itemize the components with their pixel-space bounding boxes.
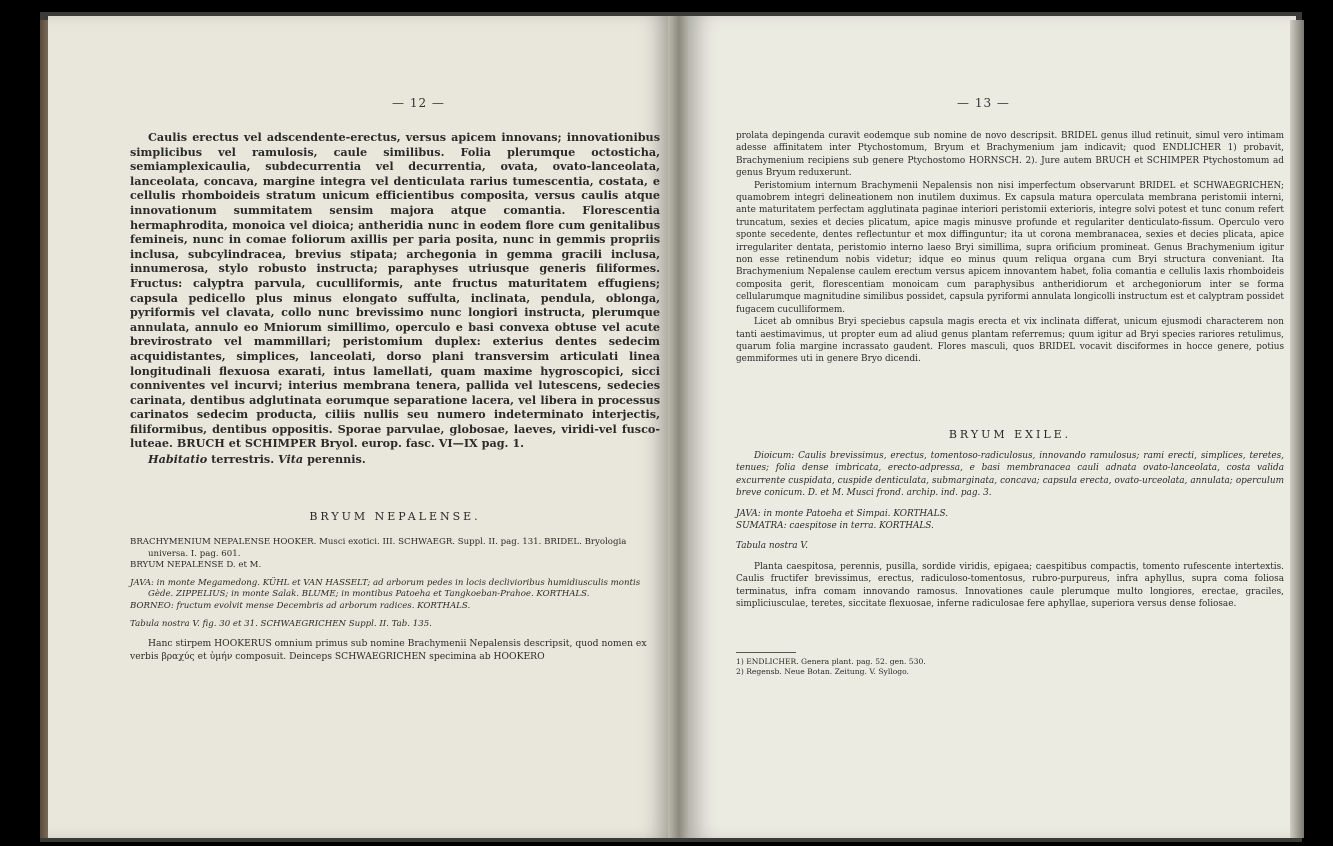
- right-paragraph-2: Peristomium internum Brachymenii Nepalensis non nisi imperfectum observarunt BRIDEL et SCHWAEGRICHEN; quamobrem integri delineationem non inutilem duximus. Ex capsula matura operculata membrana peristomii interni, ante maturitatem perfectam agglutinata paginae interiori peristomii exterioris, integre solvi potest et tunc conum refert truncatum, sexies et decies plicatum, apice magis minusve profunde et regulariter denticulato-fissum. Operculo vero sponte secedente, dentes reflectuntur et mox diffinguntur; ita ut corona membranacea, sexies et decies plicata, apice irregulariter dentata, peristomio interno laeso Bryi simillima, supra orificium promineat. Genus Brachymenium igitur non esse retinendum nobis videtur; idque eo minus quum reliqua organa cum Bryi structura conveniant. Ita Brachymenium Nepalense caulem erectum versus apicem innovantem habet, folia comantia e cellulis laxis rhomboideis composita gerit, florescentiam monoicam cum paraphysibus antheridiorum et archegoniorum inter se forma cellularumque magnitudine similibus possidet, capsula pyriformi annulata longicolli instructum est et calyptram possidet fugacem cuculliformem.: [736, 180, 1284, 315]
- plant-description: Planta caespitosa, perennis, pusilla, sordide viridis, epigaea; caespitibus compactis, tomento rufescente intertextis. Caulis fructifer brevissimus, erectus, radiculoso-tomentosus, rubro-purpureus, infra aphyllus, supra coma foliosa terminatus, infra comam innovando ramosus. Innovationes caule plerumque multo longiores, erectae, graciles, simpliciusculae, teretes, siccitate flexuosae, inferne radiculosae fere aphyllae, superiora versus dense foliosae.: [736, 561, 1284, 610]
- locality-java: JAVA: in monte Megamedong. KÜHL et VAN HASSELT; ad arborum pedes in locis declivioribus humidiusculis montis Gède. ZIPPELIUS; in monte Salak. BLUME; in montibus Patoeha et Tangkoeban-Prahoe. KORTHALS.: [130, 577, 641, 600]
- right-paragraph-3: Licet ab omnibus Bryi speciebus capsula magis erecta et vix inclinata differat, unicum ejusmodi characterem non tanti aestimavimus, ut propter eum ad aliud genus plantam referremus; quum igitur ad Bryi species rariores retulimus, quarum folia margine incrassato gaudent. Flores masculi, quos BRIDEL vocavit disciformes in hocce genere, potius gemmiformes uti in genere Bryo dicendi.: [736, 317, 1284, 365]
- habitatio-text: terrestris.: [211, 452, 275, 467]
- genus-description: Caulis erectus vel adscendente-erectus, versus apicem innovans; innovationibus simplicibus vel ramulosis, caule similibus. Folia plerumque octosticha, semiamplexicaulia, subdecurrentia vel decurrentia, ovata, ovato-lanceolata, lanceolata, concava, margine integra vel denticulata rarius tumescentia, costata, e cellulis rhomboideis stratum unicum efficientibus composita, versus caulis atque innovationum summitatem sensim majora atque comantia. Florescentia hermaphrodita, monoica vel dioica; antheridia nunc in eodem flore cum genitalibus femineis, nunc in comae foliorum axillis per paria posita, nunc in gemmis propriis inclusa, subcylindracea, brevius stipata; archegonia in gemma gracili inclusa, innumerosa, stylo robusto instructa; paraphyses utriusque generis filiformes. Fructus: calyptra parvula, cuculliformis, ante fructus maturitatem effugiens; capsula pedicello plus minus elongato suffulta, inclinata, pendula, oblonga, pyriformis vel clavata, collo nunc brevissimo nunc longiori instructa, plerumque annulata, annulo eo Mniorum simillimo, operculo e basi convexa obtuse vel acute brevirostrato vel mammillari; peristomium duplex: exterius dentes sedecim acquidistantes, simplices, lanceolati, dorso plani transversim articulati linea longitudinali flexuosa exarati, intus lamellati, quam maxime hygroscopici, sicci conniventes vel incurvi; interius membrana tenera, pallida vel lutescens, sedecies carinata, dentibus adglutinata eorumque separatione lacera, vel libera in processus carinatos sedecim producta, ciliis nullis seu numero indeterminato interjectis, filiformibus, dentibus oppositis. Sporae parvulae, globosae, laeves, viridi-vel fusco-luteae. BRUCH et SCHIMPER Bryol. europ. fasc. VI—IX pag. 1.: [130, 130, 660, 451]
- locality-sumatra: SUMATRA: caespitose in terra. KORTHALS.: [736, 521, 934, 532]
- synonym-brachymenium: BRACHYMENIUM NEPALENSE HOOKER. Musci exotici. III. SCHWAEGR. Suppl. II. pag. 131. BRIDEL. Bryologia universa. I. pag. 601.: [130, 537, 627, 559]
- habitat-line: [148, 452, 660, 467]
- heading-bryum-nepalense: BRYUM NEPALENSE.: [309, 510, 481, 523]
- locality-java-right: JAVA: in monte Patoeha et Simpai. KORTHALS.: [736, 508, 949, 519]
- species-diagnosis: Dioicum: Caulis brevissimus, erectus, tomentoso-radiculosus, innovando ramulosus; rami erecti, simplices, teretes, tenues; folia dense imbricata, erecto-adpressa, e basi membranacea cauli adnata ovato-lanceolata, costa valida excurrente cuspidata, cuspide denticulata, submarginata, concava; capsula erecta, ovato-urceolata, annulata; operculum breve conicum. D. et M. Musci frond. archip. ind. pag. 3.: [736, 451, 1284, 499]
- right-text-block: [736, 130, 1284, 366]
- left-synonyms: [130, 537, 660, 663]
- heading-bryum-exile: BRYUM EXILE.: [948, 428, 1072, 441]
- right-species-block: [736, 450, 1284, 610]
- habitatio-label: Habitatio: [148, 452, 208, 467]
- closing-paragraph: Hanc stirpem HOOKERUS omnium primus sub nomine Brachymenii Nepalensis descripsit, quod nomen ex verbis βραχύς et ὑμήν composuit. Deinceps SCHWAEGRICHEN specimina ab HOOKERO: [130, 638, 647, 662]
- footnote-2: 2) Regensb. Neue Botan. Zeitung. V. Syllogo.: [736, 667, 909, 677]
- left-main-paragraph: [130, 130, 660, 467]
- book-gutter: [668, 16, 690, 838]
- footnote-rule: [736, 652, 796, 653]
- right-page-edges: [1290, 20, 1304, 838]
- synonym-bryum: BRYUM NEPALENSE D. et M.: [130, 560, 262, 571]
- vita-label: Vita: [278, 452, 304, 467]
- tabula-reference: Tabula nostra V. fig. 30 et 31. SCHWAEGRICHEN Suppl. II. Tab. 135.: [130, 618, 432, 629]
- tabula-right: Tabula nostra V.: [736, 541, 809, 552]
- right-page-number: — 13 —: [957, 96, 1010, 110]
- vita-text: perennis.: [307, 452, 366, 467]
- footnotes: [736, 657, 1284, 678]
- footnote-1: 1) ENDLICHER. Genera plant. pag. 52. gen. 530.: [736, 657, 926, 666]
- locality-borneo: BORNEO: fructum evolvit mense Decembris ad arborum radices. KORTHALS.: [130, 600, 471, 611]
- right-paragraph-1: prolata depingenda curavit eodemque sub nomine de novo descripsit. BRIDEL genus illud retinuit, simul vero intimam adesse affinitatem inter Ptychostomum, Bryum et Brachymenium jam indicavit; quod ENDLICHER 1) probavit, Brachymenium recipiens sub genere Ptychostomo HORNSCH. 2). Jure autem BRUCH et SCHIMPER Ptychostomum ad genus Bryum reduxerunt.: [736, 131, 1284, 179]
- left-page-number: — 12 —: [392, 96, 445, 110]
